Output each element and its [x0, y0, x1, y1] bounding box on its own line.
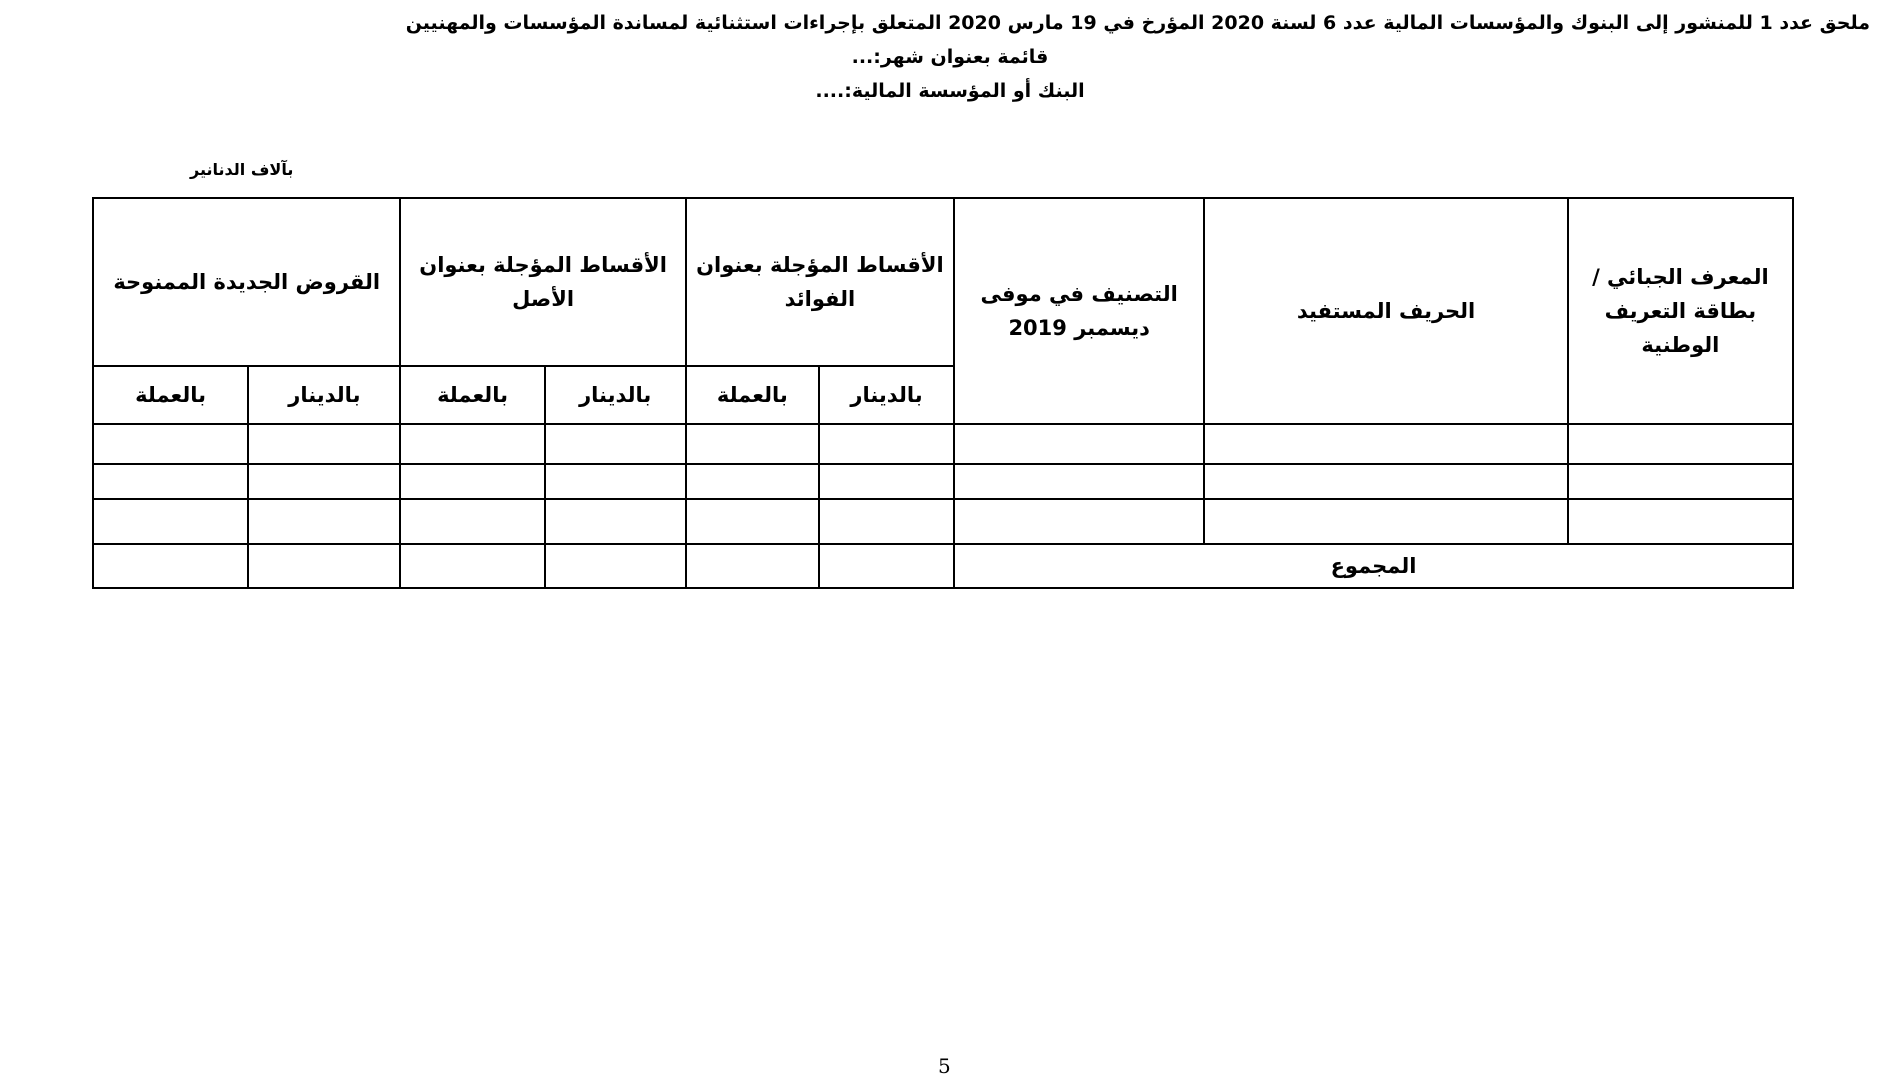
table-row — [93, 464, 1793, 499]
table-cell — [545, 424, 686, 464]
col-header-new-loans: القروض الجديدة الممنوحة — [93, 198, 400, 366]
table-cell — [1204, 499, 1567, 544]
header-row — [93, 198, 1793, 366]
report-table — [92, 197, 1794, 589]
table-cell — [1568, 464, 1793, 499]
col-header-deferred-principal: الأقساط المؤجلة بعنوان الأصل — [400, 198, 685, 366]
bank-line: البنك أو المؤسسة المالية:.... — [815, 80, 1085, 102]
table-cell — [93, 464, 248, 499]
subheader-dinar: بالدينار — [248, 366, 400, 424]
col-header-client: الحريف المستفيد — [1204, 198, 1567, 424]
table-cell — [400, 424, 544, 464]
table-cell — [954, 424, 1204, 464]
total-cell — [400, 544, 544, 588]
table-cell — [686, 464, 819, 499]
total-row — [93, 544, 1793, 588]
subheader-dinar: بالدينار — [819, 366, 954, 424]
total-cell — [545, 544, 686, 588]
total-cell — [686, 544, 819, 588]
total-label: المجموع — [954, 544, 1793, 588]
table-cell — [248, 464, 400, 499]
table-cell — [1568, 499, 1793, 544]
col-header-id: المعرف الجبائي / بطاقة التعريف الوطنية — [1568, 198, 1793, 424]
table-cell — [686, 424, 819, 464]
month-line: قائمة بعنوان شهر:... — [851, 46, 1049, 68]
table-cell — [400, 464, 544, 499]
table-row — [93, 499, 1793, 544]
table-cell — [819, 424, 954, 464]
table-cell — [819, 499, 954, 544]
table-cell — [954, 464, 1204, 499]
total-cell — [93, 544, 248, 588]
table-cell — [819, 464, 954, 499]
subheader-currency: بالعملة — [686, 366, 819, 424]
table-cell — [400, 499, 544, 544]
table-cell — [686, 499, 819, 544]
col-header-classification: التصنيف في موفى ديسمبر 2019 — [954, 198, 1204, 424]
table-cell — [93, 424, 248, 464]
unit-note: بآلاف الدنانير — [190, 160, 294, 179]
document-title: ملحق عدد 1 للمنشور إلى البنوك والمؤسسات المالية عدد 6 لسنة 2020 المؤرخ في 19 مارس 2020 المتعلق بإجراءات استثنائية لمساندة المؤسسات والمهنيين — [405, 12, 1870, 34]
page-number: 5 — [938, 1054, 951, 1078]
col-header-deferred-interest: الأقساط المؤجلة بعنوان الفوائد — [686, 198, 954, 366]
table-cell — [1568, 424, 1793, 464]
table-cell — [248, 424, 400, 464]
subheader-currency: بالعملة — [400, 366, 544, 424]
table-cell — [93, 499, 248, 544]
table-cell — [1204, 464, 1567, 499]
subheader-currency: بالعملة — [93, 366, 248, 424]
table-row — [93, 424, 1793, 464]
total-cell — [248, 544, 400, 588]
table-cell — [1204, 424, 1567, 464]
table-cell — [545, 464, 686, 499]
total-cell — [819, 544, 954, 588]
document-header — [30, 6, 1870, 108]
table-cell — [954, 499, 1204, 544]
table-cell — [248, 499, 400, 544]
subheader-dinar: بالدينار — [545, 366, 686, 424]
table-cell — [545, 499, 686, 544]
